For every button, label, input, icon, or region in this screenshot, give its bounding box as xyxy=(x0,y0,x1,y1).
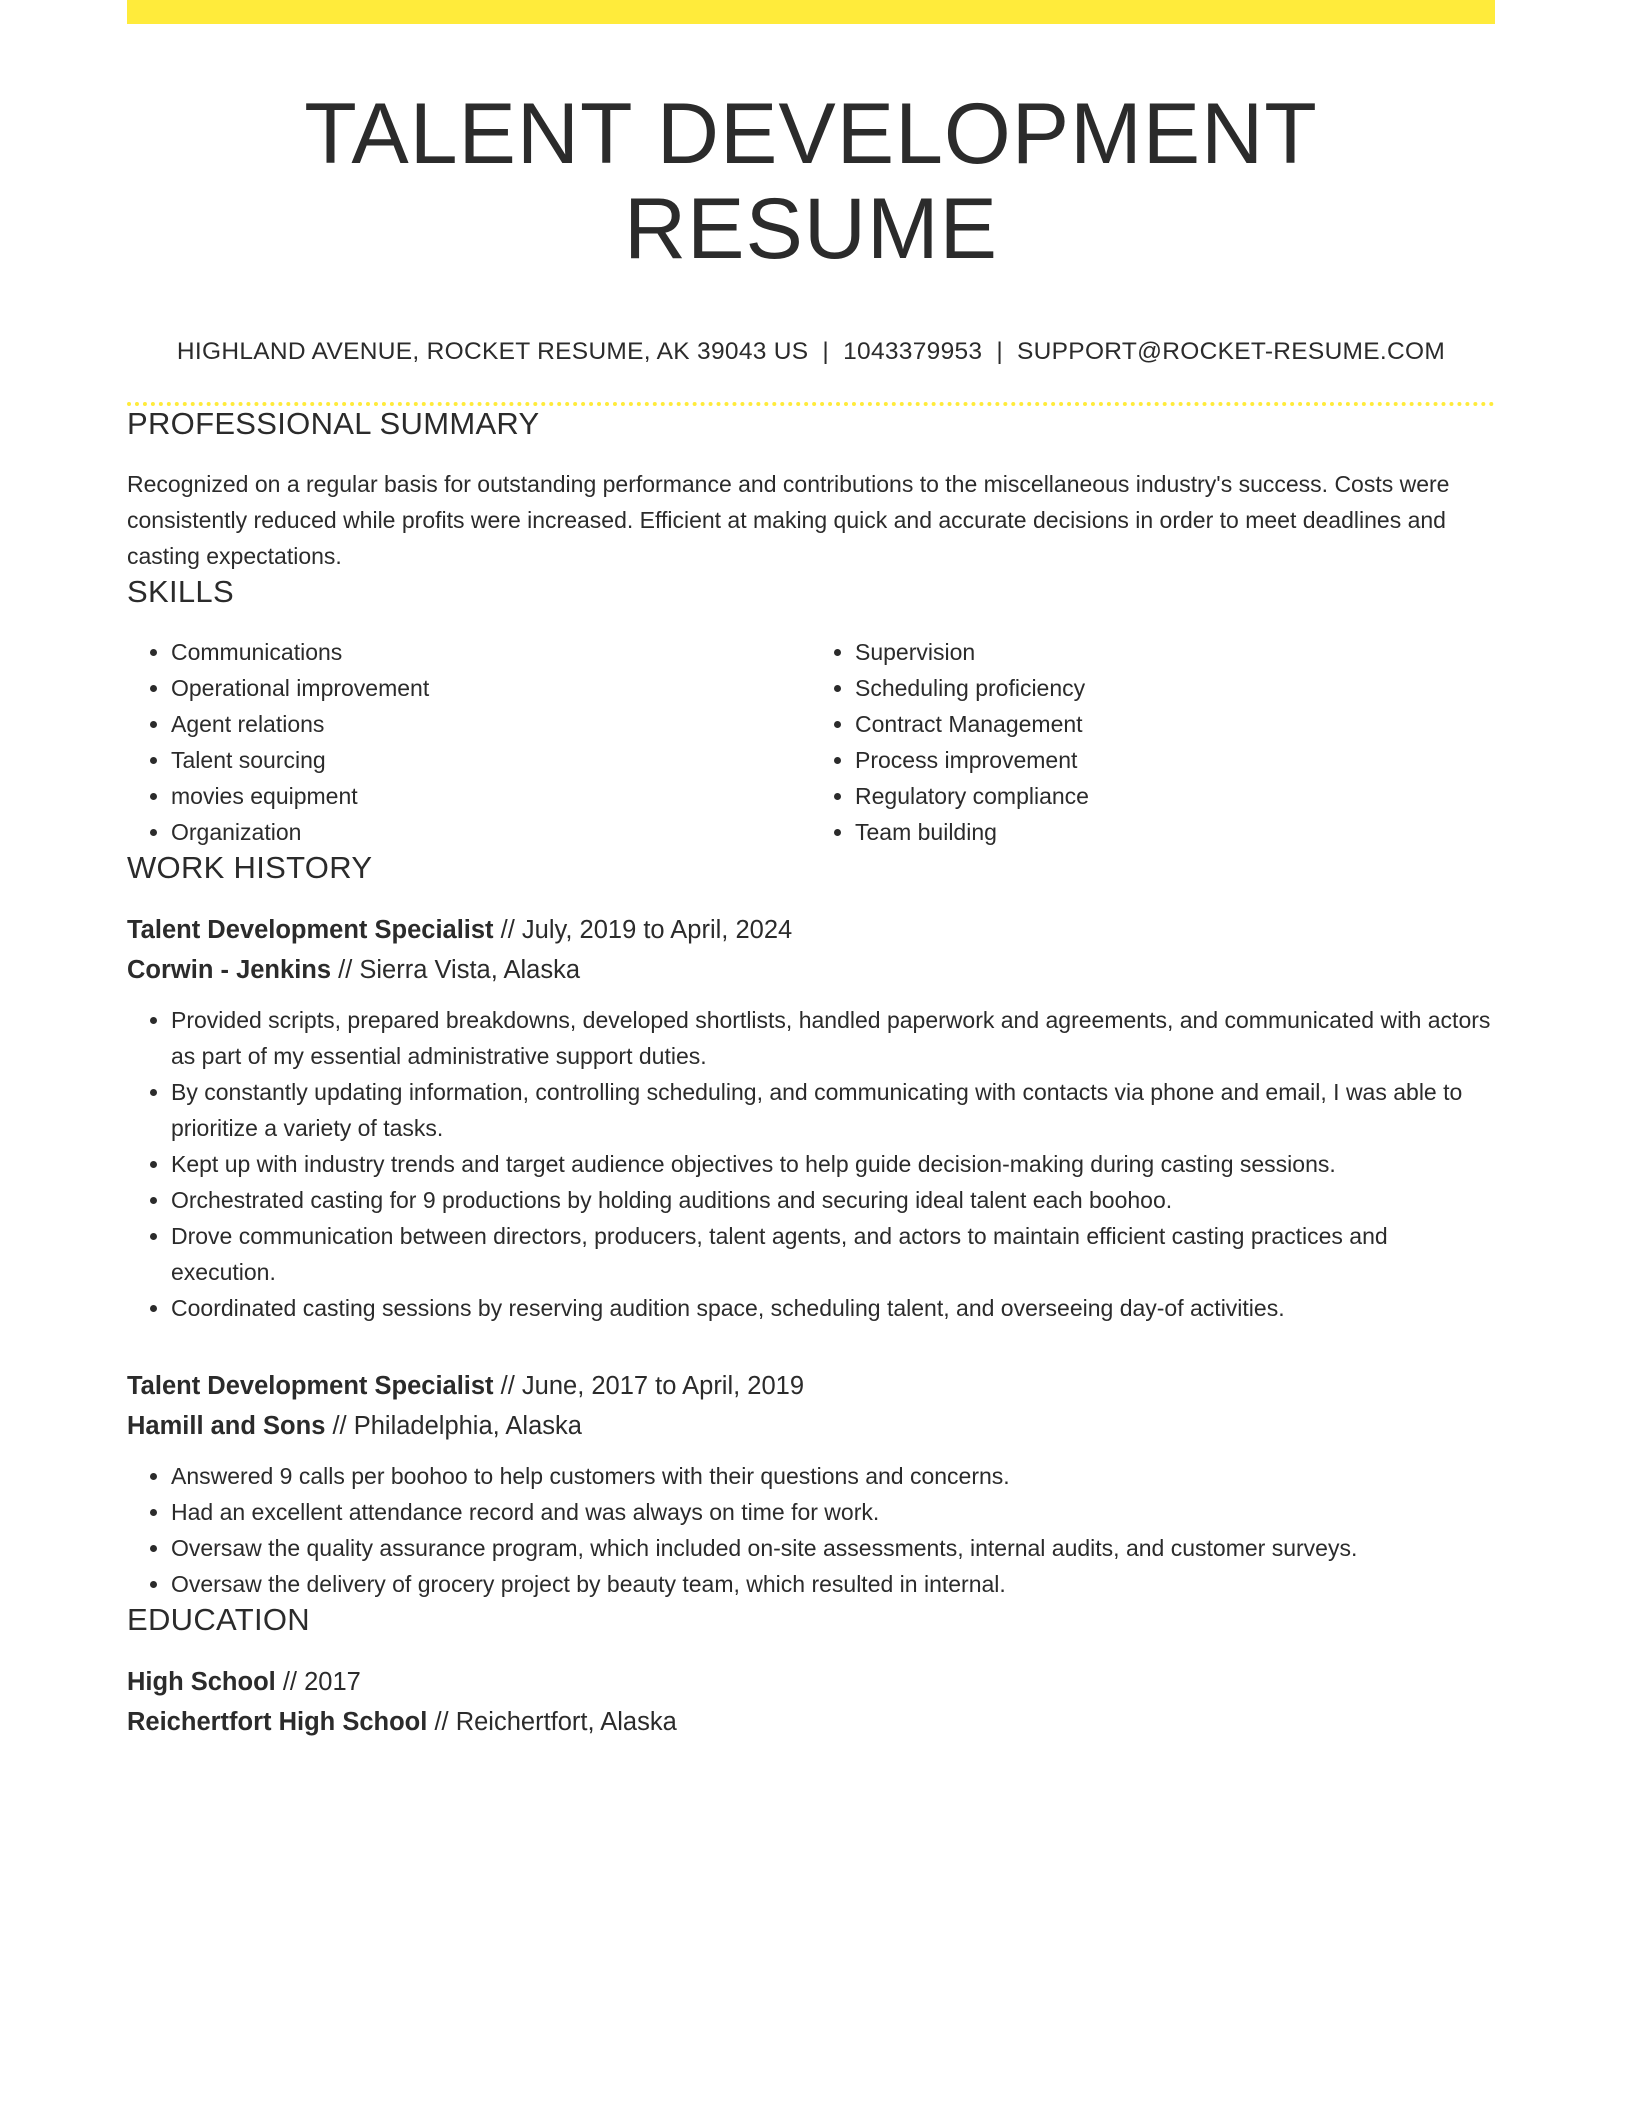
resume-page xyxy=(127,0,1495,1742)
job-bullet: • Coordinated casting sessions by reserving audition space, scheduling talent, and overseeing day-of activities. xyxy=(171,1290,1495,1326)
job-bullet: • Drove communication between directors, producers, talent agents, and actors to maintain efficient casting practices and execution. xyxy=(171,1218,1495,1290)
education-entry xyxy=(127,1662,1495,1742)
job-location: // Philadelphia, Alaska xyxy=(325,1412,582,1441)
top-accent-bar xyxy=(127,0,1495,24)
job-title-line xyxy=(127,910,1495,950)
skill-item: • Contract Management xyxy=(855,706,1495,742)
contact-email: SUPPORT@ROCKET-RESUME.COM xyxy=(1017,338,1446,366)
job-bullet: • Oversaw the delivery of grocery project by beauty team, which resulted in internal. xyxy=(171,1566,1495,1602)
job-bullets xyxy=(127,1002,1495,1326)
skill-item: • Talent sourcing xyxy=(171,742,811,778)
resume-title: TALENT DEVELOPMENT RESUME xyxy=(304,86,1318,277)
job-bullet: • Had an excellent attendance record and was always on time for work. xyxy=(171,1494,1495,1530)
job-dates: // June, 2017 to April, 2019 xyxy=(493,1372,805,1401)
skill-item: • Organization xyxy=(171,814,811,850)
job-entry xyxy=(127,1366,1495,1602)
education-location: // Reichertfort, Alaska xyxy=(427,1708,677,1737)
education-degree-line xyxy=(127,1662,1495,1702)
education-school-line xyxy=(127,1702,1495,1742)
job-title: Talent Development Specialist xyxy=(127,1372,494,1401)
job-company: Hamill and Sons xyxy=(127,1412,326,1441)
job-title: Talent Development Specialist xyxy=(127,916,494,945)
contact-phone: 1043379953 xyxy=(843,338,983,366)
skills-list xyxy=(127,634,1495,850)
job-dates: // July, 2019 to April, 2024 xyxy=(493,916,793,945)
education-school: Reichertfort High School xyxy=(127,1708,428,1737)
job-location: // Sierra Vista, Alaska xyxy=(331,956,581,985)
skill-item: • movies equipment xyxy=(171,778,811,814)
skill-item: • Operational improvement xyxy=(171,670,811,706)
job-bullet: • By constantly updating information, controlling scheduling, and communicating with contacts via phone and email, I was able to prioritize a variety of tasks. xyxy=(171,1074,1495,1146)
skill-item: • Scheduling proficiency xyxy=(855,670,1495,706)
education-year: // 2017 xyxy=(275,1668,361,1697)
job-company-line xyxy=(127,1406,1495,1446)
job-company-line xyxy=(127,950,1495,990)
job-bullet: • Oversaw the quality assurance program, which included on-site assessments, internal audits, and customer surveys. xyxy=(171,1530,1495,1566)
contact-address: HIGHLAND AVENUE, ROCKET RESUME, AK 39043 US xyxy=(176,338,809,366)
work-history-heading: WORK HISTORY xyxy=(127,850,373,886)
contact-separator: | xyxy=(822,338,830,366)
skills-heading: SKILLS xyxy=(127,574,234,610)
job-company: Corwin - Jenkins xyxy=(127,956,332,985)
skill-item: • Communications xyxy=(171,634,811,670)
contact-separator: | xyxy=(996,338,1004,366)
job-bullet: • Answered 9 calls per boohoo to help customers with their questions and concerns. xyxy=(171,1458,1495,1494)
summary-heading: PROFESSIONAL SUMMARY xyxy=(127,406,540,442)
summary-text: Recognized on a regular basis for outstanding performance and contributions to the miscellaneous industry's success. Costs were consistently reduced while profits were increased. Efficient at making quick and accurate decisions in order to meet deadlines and casting expectations. xyxy=(127,471,1450,570)
skill-item: • Supervision xyxy=(855,634,1495,670)
skill-item: • Process improvement xyxy=(855,742,1495,778)
education-heading: EDUCATION xyxy=(127,1602,310,1638)
job-bullets xyxy=(127,1458,1495,1602)
job-title-line xyxy=(127,1366,1495,1406)
skills-column-left xyxy=(127,634,811,850)
skill-item: • Agent relations xyxy=(171,706,811,742)
job-bullet: • Provided scripts, prepared breakdowns, developed shortlists, handled paperwork and agreements, and communicated with actors as part of my essential administrative support duties. xyxy=(171,1002,1495,1074)
skill-item: • Regulatory compliance xyxy=(855,778,1495,814)
job-entry xyxy=(127,910,1495,1326)
job-bullet: • Kept up with industry trends and target audience objectives to help guide decision-making during casting sessions. xyxy=(171,1146,1495,1182)
skills-column-right xyxy=(811,634,1495,850)
job-bullet: • Orchestrated casting for 9 productions by holding auditions and securing ideal talent each boohoo. xyxy=(171,1182,1495,1218)
contact-line xyxy=(127,338,1495,366)
skill-item: • Team building xyxy=(855,814,1495,850)
education-degree: High School xyxy=(127,1668,276,1697)
